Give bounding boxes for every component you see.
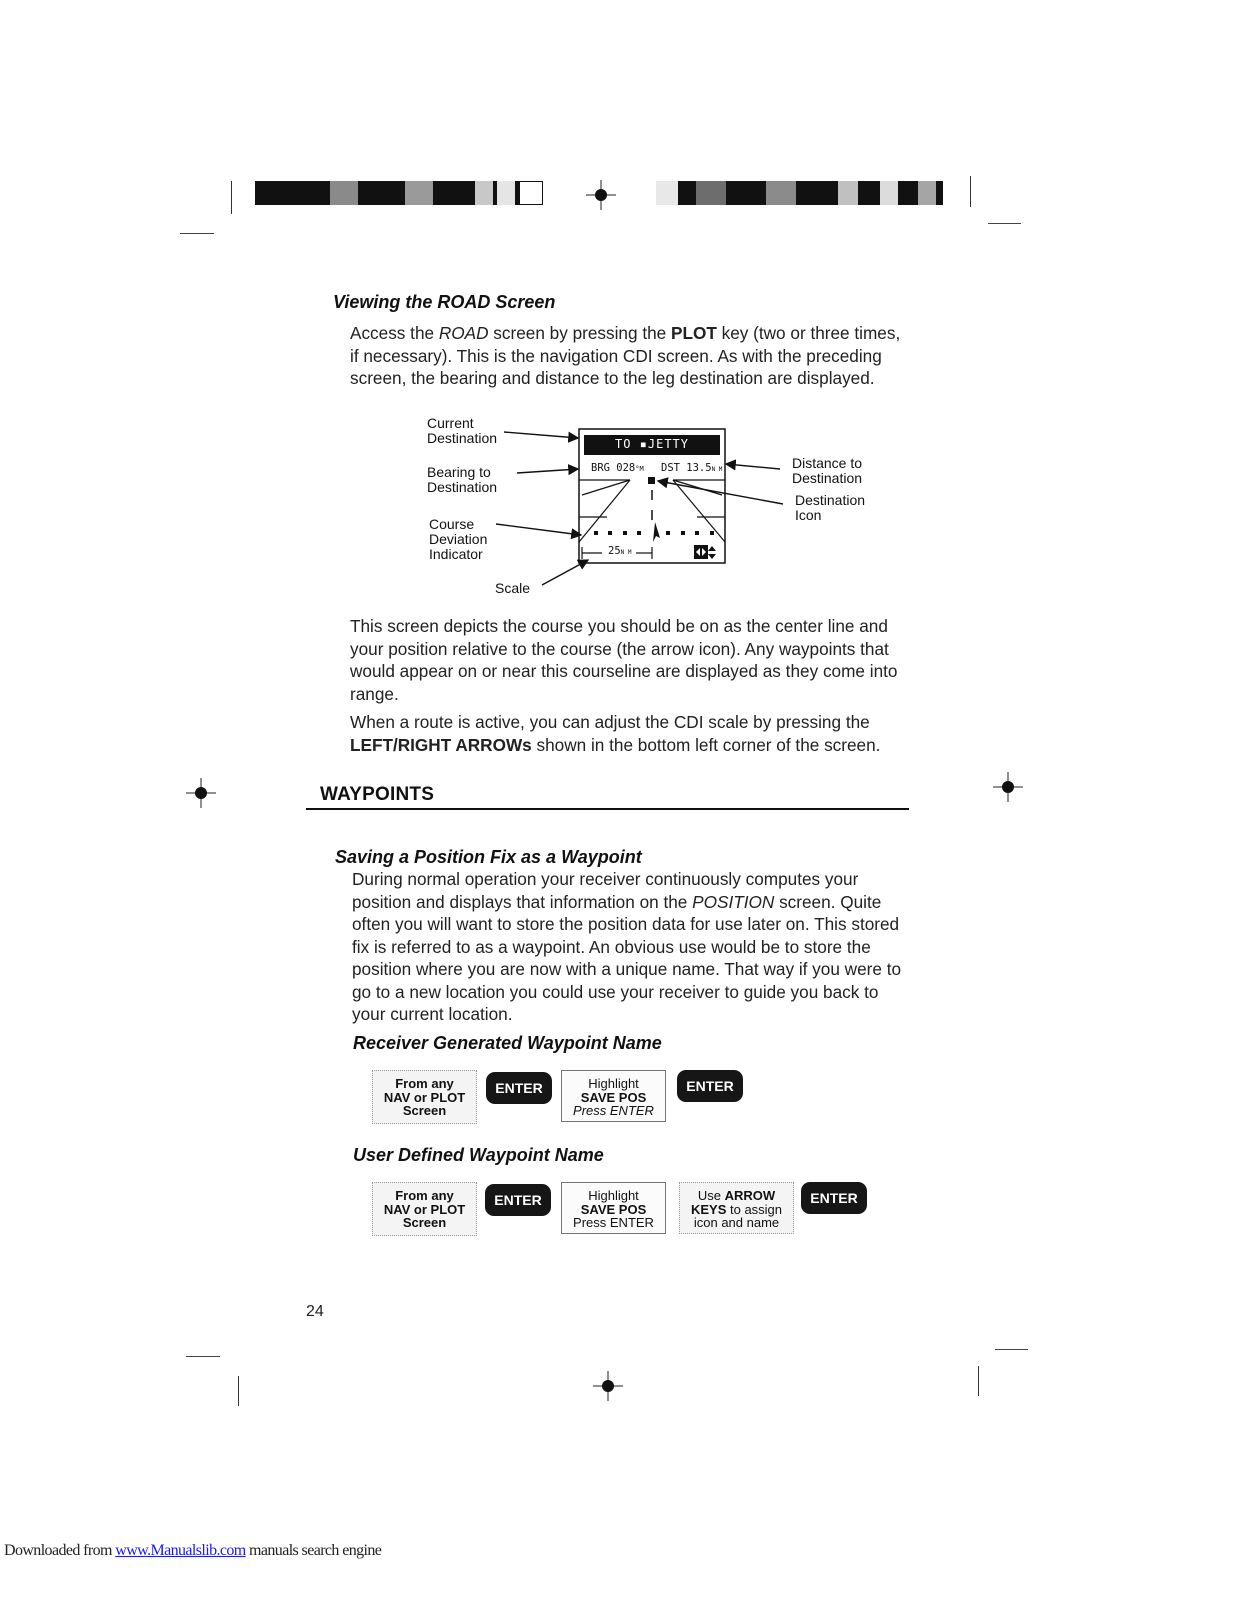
lcd-title: TO ▪JETTY (614, 437, 690, 451)
registration-mark-right (993, 772, 1023, 802)
registration-mark-left (186, 778, 216, 808)
receiver-enter-key-1: ENTER (486, 1072, 552, 1104)
crop-mark-top-right-h (988, 223, 1021, 224)
lcd-scale: 25N M (608, 545, 632, 557)
crop-mark-bottom-left-h (186, 1356, 220, 1357)
crop-mark-bottom-left (238, 1376, 239, 1406)
user-enter-key-2: ENTER (801, 1182, 867, 1214)
save-position-heading: Saving a Position Fix as a Waypoint (335, 847, 642, 867)
waypoints-section-title: WAYPOINTS (320, 784, 435, 805)
road-screen-heading: Viewing the ROAD Screen (333, 292, 556, 312)
crop-mark-top-left-h (180, 233, 214, 234)
page-number: 24 (306, 1303, 324, 1320)
label-current-destination: Current Destination (427, 415, 498, 446)
user-defined-heading: User Defined Waypoint Name (353, 1145, 604, 1165)
manualslib-link[interactable]: www.Manualslib.com (115, 1542, 246, 1559)
receiver-step-highlight-save-pos: Highlight SAVE POS Press ENTER (561, 1070, 666, 1122)
lcd-bearing: BRG 028°M (591, 462, 644, 474)
registration-mark-top (586, 180, 616, 210)
save-position-paragraph: During normal operation your receiver continuously computes your position and displays that information on the POSITION screen. Quite often you will want to store the position data for use later on. This stored fix is referred to as a waypoint. An obvious use would be to store the position where you are now with a unique name. That way if you were to go to a new location you could use your receiver to guide you back to your current location. (352, 869, 902, 1024)
user-step-highlight-save-pos: Highlight SAVE POS Press ENTER (561, 1182, 666, 1234)
label-course-deviation-indicator: Course Deviation Indicator (429, 516, 488, 562)
label-bearing-to-destination: Bearing to Destination (427, 464, 498, 495)
crop-mark-top-left (231, 181, 232, 214)
receiver-enter-key-2: ENTER (677, 1070, 743, 1102)
user-step-arrow-keys: Use ARROW KEYS to assign icon and name (679, 1182, 794, 1234)
waypoints-section-rule (306, 808, 909, 810)
road-screen-cdi-note: When a route is active, you can adjust the CDI scale by pressing the LEFT/RIGHT ARROWs shown in the bottom left corner of the screen. (350, 712, 881, 755)
road-screen-description: This screen depicts the course you should be on as the center line and your position relative to the course (the arrow icon). Any waypoints that would appear on or near this courseline are displayed as they come into range. (350, 616, 898, 704)
user-enter-key-1: ENTER (485, 1184, 551, 1216)
label-distance-to-destination: Distance to Destination (792, 455, 863, 486)
user-step-from-screen: From any NAV or PLOT Screen (372, 1182, 477, 1236)
label-scale: Scale (495, 580, 531, 596)
lcd-distance: DST 13.5N M (661, 462, 723, 474)
download-footer: Downloaded from www.Manualslib.com manuals search engine (4, 1542, 382, 1559)
header-bar-right (656, 181, 943, 205)
registration-mark-bottom (593, 1371, 623, 1401)
road-screen-intro: Access the ROAD screen by pressing the PLOT key (two or three times, if necessary). This is the navigation CDI screen. As with the preceding screen, the bearing and distance to the leg destination are displayed. (350, 323, 901, 388)
receiver-step-from-screen: From any NAV or PLOT Screen (372, 1070, 477, 1124)
crop-mark-bottom-right (978, 1366, 979, 1396)
crop-mark-bottom-right-h (995, 1349, 1028, 1350)
header-bar-left (255, 181, 542, 205)
receiver-generated-heading: Receiver Generated Waypoint Name (353, 1033, 662, 1053)
label-destination-icon: Destination Icon (795, 492, 866, 523)
crop-mark-top-right (970, 176, 971, 207)
